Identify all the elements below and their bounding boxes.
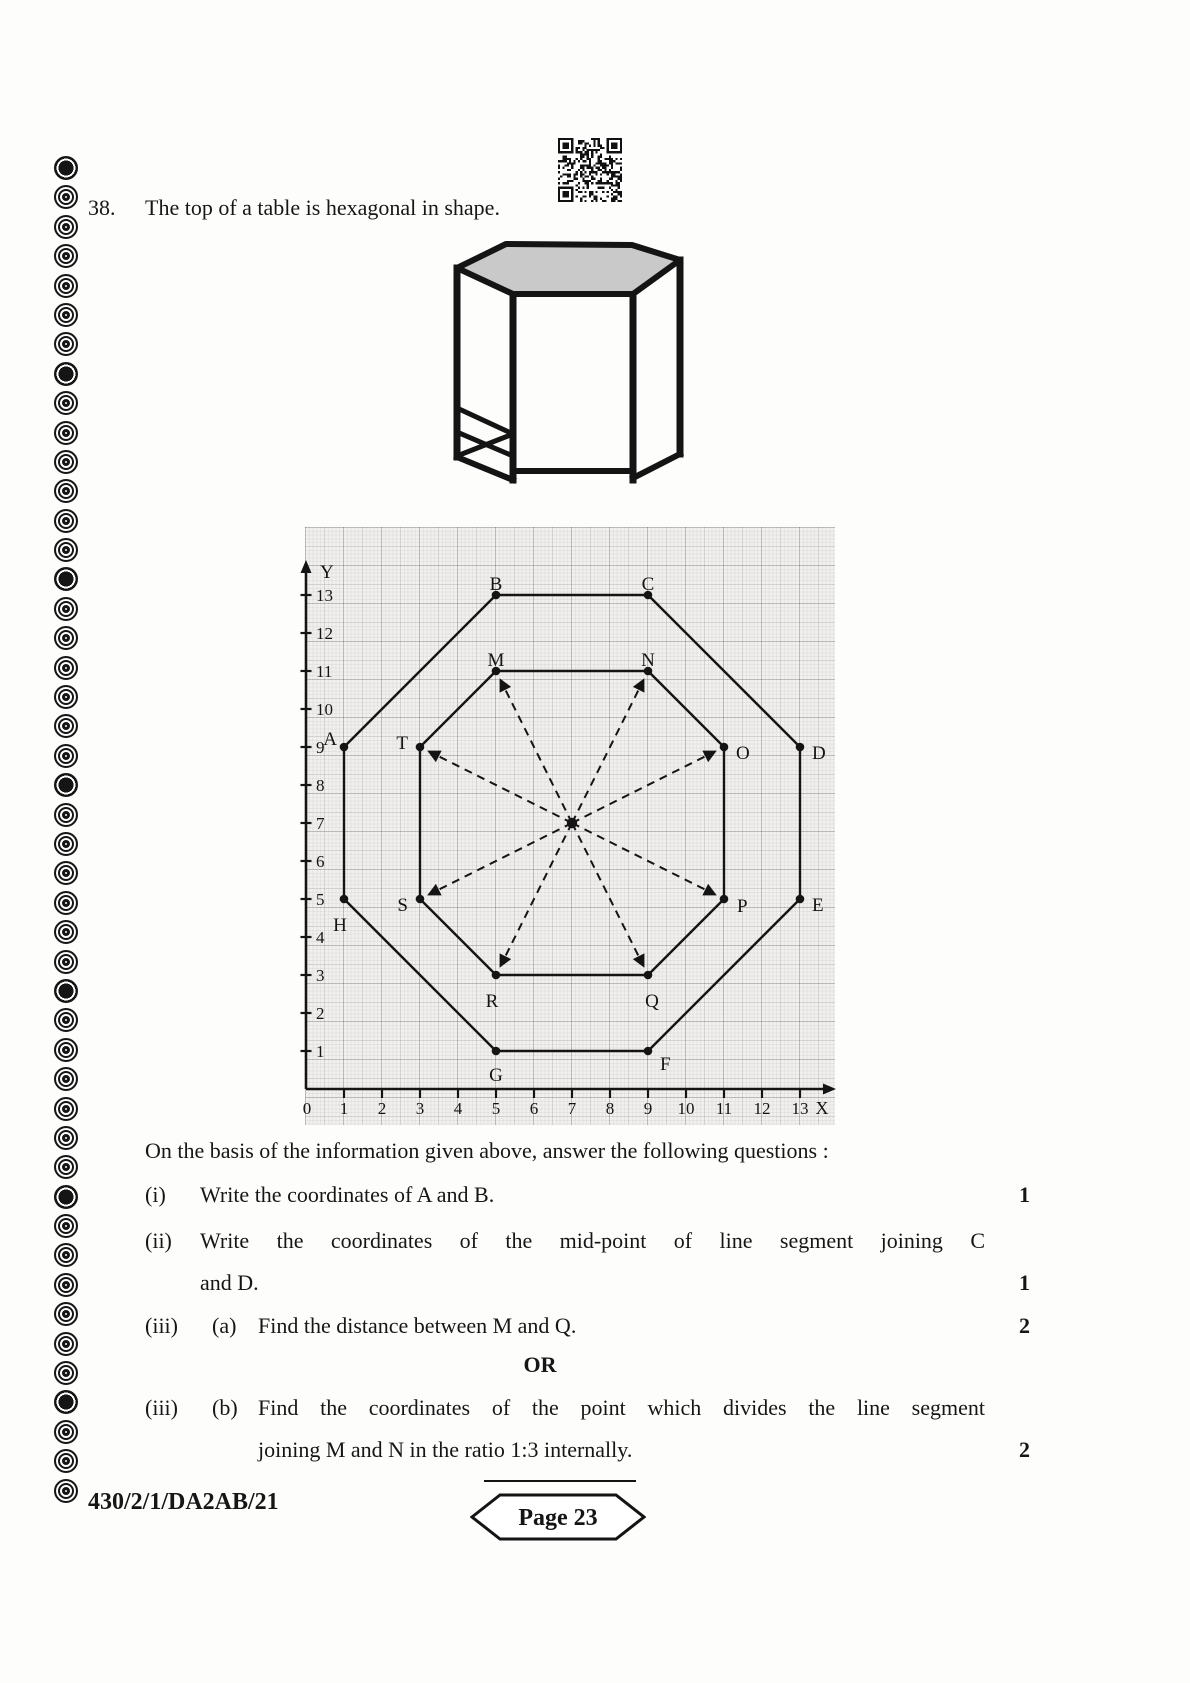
dashed-radius bbox=[429, 751, 572, 823]
y-tick-label: 9 bbox=[316, 738, 325, 757]
binding-circle-icon bbox=[54, 391, 78, 415]
point-label-B: B bbox=[489, 574, 503, 595]
point-label-F: F bbox=[660, 1054, 671, 1075]
binding-circle-icon bbox=[54, 1155, 78, 1179]
point-label-S: S bbox=[397, 895, 408, 916]
point-T bbox=[416, 743, 425, 752]
q1-text: Write the coordinates of A and B. bbox=[200, 1182, 495, 1207]
point-H bbox=[340, 895, 349, 904]
binding-circle-icon bbox=[54, 1361, 78, 1385]
axes bbox=[301, 560, 837, 1118]
point-label-G: G bbox=[489, 1065, 503, 1086]
binding-circle-icon bbox=[54, 950, 78, 974]
binding-circle-icon bbox=[54, 803, 78, 827]
point-R bbox=[492, 971, 501, 980]
binding-circle-icon bbox=[54, 1449, 78, 1473]
dashed-radius bbox=[500, 680, 572, 823]
dashed-radius bbox=[572, 823, 644, 966]
binding-circle-icon bbox=[54, 891, 78, 915]
point-label-D: D bbox=[812, 743, 826, 764]
dashed-radius bbox=[572, 680, 644, 823]
x-tick-label: 0 bbox=[302, 1099, 312, 1118]
binding-circle-icon bbox=[54, 538, 78, 562]
binding-circle-icon bbox=[54, 362, 78, 386]
binding-circle-icon bbox=[54, 1243, 78, 1267]
or-separator: OR bbox=[523, 1352, 557, 1377]
y-tick-label: 2 bbox=[316, 1004, 325, 1023]
x-tick-label: 5 bbox=[491, 1099, 501, 1118]
q1-label: (i) bbox=[145, 1182, 166, 1207]
y-tick-label: 8 bbox=[316, 776, 325, 795]
q4-marks: 2 bbox=[1019, 1437, 1030, 1462]
point-O bbox=[720, 743, 729, 752]
y-tick-label: 12 bbox=[316, 624, 333, 643]
binding-circle-icon bbox=[54, 1126, 78, 1150]
point-G bbox=[492, 1047, 501, 1056]
binding-circle-icon bbox=[54, 1479, 78, 1503]
binding-circle-icon bbox=[54, 1008, 78, 1032]
q2-marks: 1 bbox=[1019, 1270, 1030, 1295]
binding-circle-icon bbox=[54, 1097, 78, 1121]
binding-circle-icon bbox=[54, 861, 78, 885]
binding-circle-icon bbox=[54, 1302, 78, 1326]
binding-circle-icon bbox=[54, 509, 78, 533]
hexagonal-table-figure bbox=[424, 222, 686, 484]
y-tick-label: 1 bbox=[316, 1042, 325, 1061]
binding-circle-icon bbox=[54, 303, 78, 327]
page-number-label: Page 23 bbox=[518, 1505, 598, 1531]
y-tick-label: 3 bbox=[316, 966, 325, 985]
point-Q bbox=[644, 971, 653, 980]
q2-label: (ii) bbox=[145, 1228, 172, 1253]
dashed-radius bbox=[572, 823, 715, 895]
binding-circle-icon bbox=[54, 274, 78, 298]
x-tick-label: 10 bbox=[677, 1099, 695, 1118]
binding-circle-icon bbox=[54, 1273, 78, 1297]
q1-marks: 1 bbox=[1019, 1182, 1030, 1207]
q3-sub-label: (a) bbox=[212, 1313, 237, 1338]
q4-text-line1: Find the coordinates of the point which divides the line segment bbox=[258, 1395, 985, 1420]
q3-text: Find the distance between M and Q. bbox=[258, 1313, 577, 1338]
point-label-Q: Q bbox=[645, 991, 659, 1012]
point-E bbox=[796, 895, 805, 904]
x-axis-label: X bbox=[815, 1098, 829, 1118]
q2-text-line1: Write the coordinates of the mid-point of line segment joining C bbox=[200, 1228, 985, 1253]
point-P bbox=[720, 895, 729, 904]
q3-label: (iii) bbox=[145, 1313, 178, 1338]
binding-circle-icon bbox=[54, 1332, 78, 1356]
binding-circle-icon bbox=[54, 744, 78, 768]
point-label-M: M bbox=[487, 650, 505, 671]
binding-circle-icon bbox=[54, 156, 78, 180]
binding-circle-icon bbox=[54, 185, 78, 209]
footer-rule bbox=[484, 1480, 636, 1482]
point-label-R: R bbox=[485, 991, 499, 1012]
coordinate-graph bbox=[295, 525, 840, 1130]
binding-circle-icon bbox=[54, 832, 78, 856]
point-label-E: E bbox=[812, 895, 824, 916]
y-tick-label: 4 bbox=[316, 928, 325, 947]
qr-code-icon bbox=[558, 138, 622, 202]
intro-text: On the basis of the information given above, answer the following questions : bbox=[145, 1138, 829, 1163]
point-label-H: H bbox=[333, 915, 347, 936]
binding-circle-icon bbox=[54, 979, 78, 1003]
point-D bbox=[796, 743, 805, 752]
x-tick-label: 4 bbox=[453, 1099, 463, 1118]
binding-circle-icon bbox=[54, 1067, 78, 1091]
binding-circle-icon bbox=[54, 421, 78, 445]
x-tick-label: 6 bbox=[529, 1099, 539, 1118]
point-label-N: N bbox=[641, 650, 655, 671]
y-tick-label: 11 bbox=[316, 662, 333, 681]
x-tick-label: 12 bbox=[753, 1099, 771, 1118]
paper-code: 430/2/1/DA2AB/21 bbox=[88, 1489, 279, 1515]
q3-marks: 2 bbox=[1019, 1313, 1030, 1338]
point-label-P: P bbox=[737, 896, 748, 917]
binding-circle-icon bbox=[54, 626, 78, 650]
binding-circle-icon bbox=[54, 567, 78, 591]
binding-circle-icon bbox=[54, 1038, 78, 1062]
question-number: 38. bbox=[88, 195, 116, 220]
binding-circle-icon bbox=[54, 1185, 78, 1209]
y-axis-label: Y bbox=[320, 562, 334, 583]
octagons bbox=[340, 591, 805, 1056]
y-tick-label: 5 bbox=[316, 890, 325, 909]
binding-circle-icon bbox=[54, 920, 78, 944]
binding-circle-icon bbox=[54, 1214, 78, 1238]
binding-circle-icon bbox=[54, 685, 78, 709]
point-S bbox=[416, 895, 425, 904]
binding-circle-icon bbox=[54, 714, 78, 738]
binding-circle-icon bbox=[54, 479, 78, 503]
point-A bbox=[340, 743, 349, 752]
binding-circle-icon bbox=[54, 1390, 78, 1414]
point-label-A: A bbox=[323, 729, 337, 750]
q2-text-line2: and D. bbox=[200, 1270, 259, 1295]
q4-text-line2: joining M and N in the ratio 1:3 internally. bbox=[258, 1437, 633, 1462]
x-tick-label: 7 bbox=[567, 1099, 577, 1118]
point-F bbox=[644, 1047, 653, 1056]
y-tick-label: 13 bbox=[316, 586, 333, 605]
binding-circle-icon bbox=[54, 215, 78, 239]
dashed-radius bbox=[429, 823, 572, 895]
x-tick-label: 2 bbox=[377, 1099, 387, 1118]
x-tick-label: 13 bbox=[791, 1099, 809, 1118]
binding-circle-icon bbox=[54, 656, 78, 680]
dashed-radius bbox=[500, 823, 572, 966]
point-label-T: T bbox=[396, 733, 408, 754]
binding-circle-icon bbox=[54, 332, 78, 356]
y-tick-label: 7 bbox=[316, 814, 325, 833]
binding-circle-icon bbox=[54, 244, 78, 268]
q4-label: (iii) bbox=[145, 1395, 178, 1420]
y-tick-label: 10 bbox=[316, 700, 333, 719]
binding-circle-icon bbox=[54, 773, 78, 797]
x-tick-label: 9 bbox=[643, 1099, 653, 1118]
point-label-O: O bbox=[736, 743, 750, 764]
x-tick-label: 1 bbox=[339, 1099, 349, 1118]
dashed-radius bbox=[572, 751, 715, 823]
q4-sub-label: (b) bbox=[212, 1395, 238, 1420]
binding-marks-column bbox=[54, 156, 78, 1503]
question-text: The top of a table is hexagonal in shape. bbox=[145, 195, 500, 220]
page-number-badge bbox=[470, 1492, 646, 1542]
binding-circle-icon bbox=[54, 597, 78, 621]
y-tick-label: 6 bbox=[316, 852, 325, 871]
x-tick-label: 8 bbox=[605, 1099, 615, 1118]
center-point bbox=[567, 818, 577, 828]
x-tick-label: 3 bbox=[415, 1099, 425, 1118]
binding-circle-icon bbox=[54, 1420, 78, 1444]
binding-circle-icon bbox=[54, 450, 78, 474]
point-label-C: C bbox=[641, 574, 655, 595]
x-tick-label: 11 bbox=[715, 1099, 733, 1118]
